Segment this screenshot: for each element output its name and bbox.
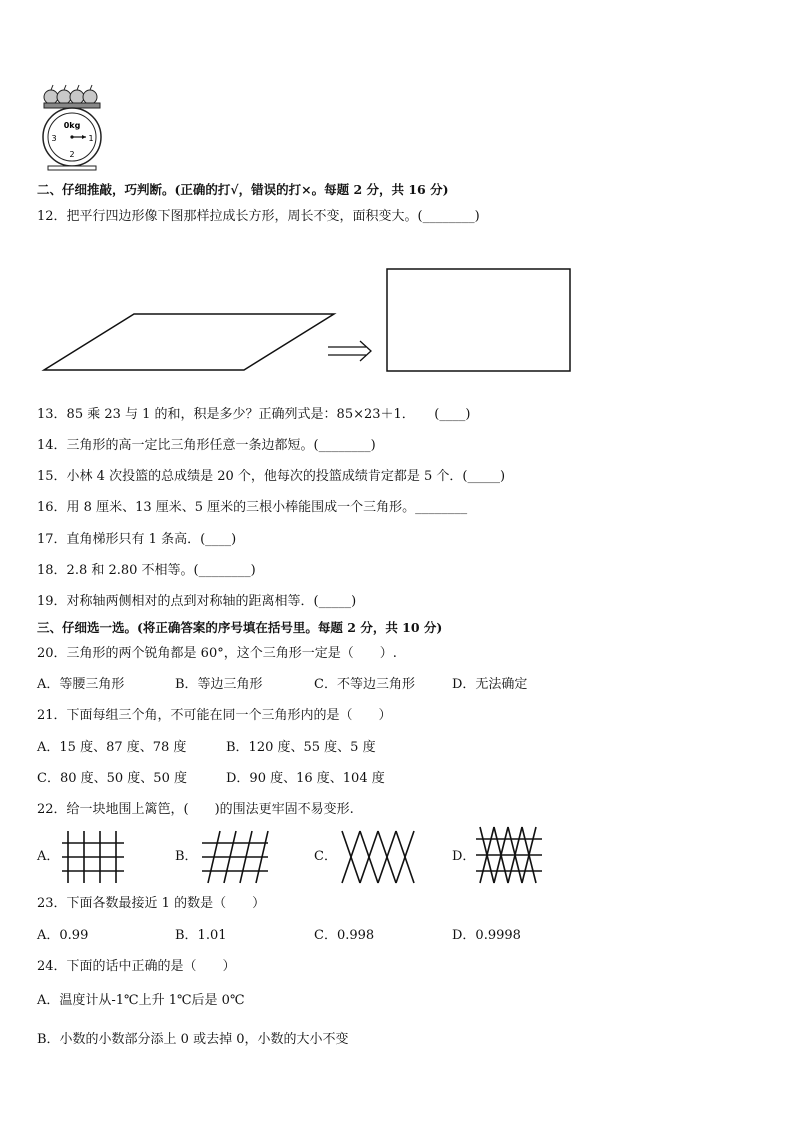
question-13: 13．85 乘 23 与 1 的和，积是多少？正确列式是：85×23＋1． (____) <box>37 407 471 422</box>
scale-figure <box>38 82 108 172</box>
question-24: 24．下面的话中正确的是（ ） <box>37 959 236 974</box>
parallelogram-shape <box>44 314 334 370</box>
q24-option-b: B．小数的小数部分添上 0 或去掉 0，小数的大小不变 <box>37 1032 349 1047</box>
q21-option-d: D．90 度、16 度、104 度 <box>226 771 385 786</box>
q23-option-a: A．0.99 <box>37 928 89 943</box>
question-17: 17．直角梯形只有 1 条高．(____) <box>37 532 237 547</box>
apples <box>44 85 97 104</box>
question-20: 20．三角形的两个锐角都是 60°，这个三角形一定是（ ）. <box>37 646 397 661</box>
fence-d-triangulated-lattice <box>474 825 544 885</box>
dial-label-bottom: 2 <box>69 150 75 159</box>
question-16: 16．用 8 厘米、13 厘米、5 厘米的三根小棒能围成一个三角形。________ <box>37 500 468 515</box>
section-choice-heading: 三、仔细选一选。(将正确答案的序号填在括号里。每题 2 分，共 10 分) <box>37 620 443 635</box>
question-21: 21．下面每组三个角，不可能在同一个三角形内的是（ ） <box>37 708 392 723</box>
q24-option-a: A．温度计从-1℃上升 1℃后是 0℃ <box>37 993 245 1008</box>
dial-label-left: 3 <box>51 134 57 143</box>
q20-option-c: C．不等边三角形 <box>314 677 415 692</box>
fence-c-diagonal-lattice <box>338 829 416 885</box>
q22-option-c: C． <box>314 849 337 864</box>
q21-option-a: A．15 度、87 度、78 度 <box>37 740 187 755</box>
rectangle-shape <box>387 269 570 371</box>
q22-option-d: D． <box>452 849 476 864</box>
q23-option-b: B．1.01 <box>175 928 227 943</box>
dial-label-top: 0kg <box>63 121 81 130</box>
fence-b-slanted-grid <box>200 829 270 885</box>
question-19: 19．对称轴两侧相对的点到对称轴的距离相等．(_____) <box>37 594 357 609</box>
fence-a-square-grid <box>60 829 126 885</box>
section-judge-heading: 二、仔细推敲，巧判断。(正确的打√，错误的打×。每题 2 分，共 16 分) <box>37 182 449 197</box>
question-18: 18．2.8 和 2.80 不相等。(________) <box>37 563 256 578</box>
question-22: 22．给一块地围上篱笆，( )的围法更牢固不易变形. <box>37 802 354 817</box>
q21-option-c: C．80 度、50 度、50 度 <box>37 771 187 786</box>
dial-label-right: 1 <box>88 134 94 143</box>
q23-option-d: D．0.9998 <box>452 928 521 943</box>
q22-option-a: A． <box>37 849 60 864</box>
parallelogram-figure <box>40 262 580 382</box>
q22-option-b: B． <box>175 849 198 864</box>
q20-option-a: A．等腰三角形 <box>37 677 125 692</box>
question-12: 12．把平行四边形像下图那样拉成长方形，周长不变，面积变大。(________) <box>37 209 480 224</box>
question-14: 14．三角形的高一定比三角形任意一条边都短。(________) <box>37 438 376 453</box>
q21-option-b: B．120 度、55 度、5 度 <box>226 740 376 755</box>
q23-option-c: C．0.998 <box>314 928 375 943</box>
arrow-icon <box>328 341 371 361</box>
question-23: 23．下面各数最接近 1 的数是（ ） <box>37 896 266 911</box>
q20-option-d: D．无法确定 <box>452 677 528 692</box>
q20-option-b: B．等边三角形 <box>175 677 263 692</box>
question-15: 15．小林 4 次投篮的总成绩是 20 个，他每次的投篮成绩肯定都是 5 个．(_____) <box>37 469 506 484</box>
